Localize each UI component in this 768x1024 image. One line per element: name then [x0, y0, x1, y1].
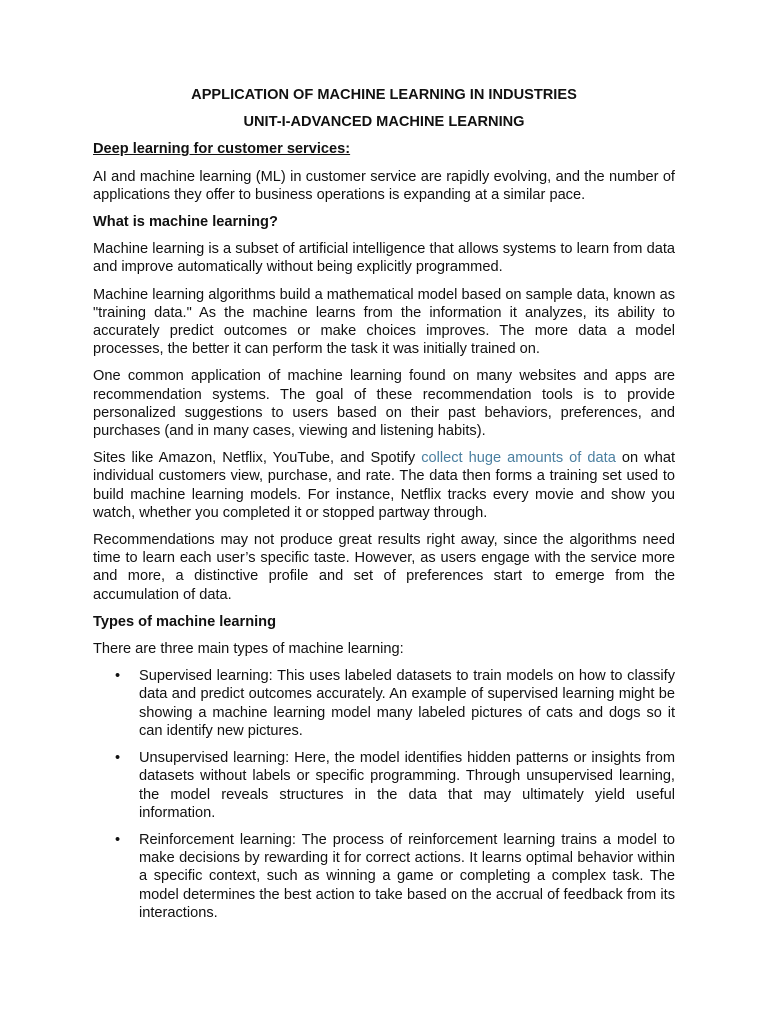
paragraph-ml-algorithms: Machine learning algorithms build a mathematical model based on sample data, known as "training data." As the machine learns from the information it analyzes, its ability to accurately predict outcomes or make choices improves. The more data a model processes, the better it can perform the task it was initially trained on. — [93, 286, 675, 358]
list-item-text: Unsupervised learning: Here, the model identifies hidden patterns or insights from datasets without labels or specific programming. Through unsupervised learning, the model reveals structures in the data that may ultimately yield useful information. — [139, 750, 675, 821]
ml-types-list — [93, 667, 675, 922]
paragraph-sites-data-before: Sites like Amazon, Netflix, YouTube, and Spotify — [93, 450, 422, 467]
document-subtitle: UNIT-I-ADVANCED MACHINE LEARNING — [243, 114, 525, 131]
bullet-icon: • — [115, 668, 121, 685]
collect-data-link[interactable]: collect huge amounts of data — [421, 450, 616, 467]
paragraph-sites-data-after: on what individual customers view, purchase, and rate. The data then forms a training set used to build machine learning models. For instance, Netflix tracks every movie and show you watch, whether you completed it or stopped partway through. — [93, 450, 675, 521]
list-item-text: Supervised learning: This uses labeled datasets to train models on how to classify data and predict outcomes accurately. An example of supervised learning might be showing a machine learning model many labeled pictures of cats and dogs so it can identify new pictures. — [139, 668, 675, 739]
paragraph-recommendations-time: Recommendations may not produce great results right away, since the algorithms need time to learn each user’s specific taste. However, as users engage with the service more and more, a distinctive profile and set of preferences start to emerge from the accumulation of data. — [93, 532, 675, 603]
section-heading-what-is-ml: What is machine learning? — [93, 214, 278, 231]
paragraph-ai-ml-intro: AI and machine learning (ML) in customer service are rapidly evolving, and the number of applications they offer to business operations is expanding at a similar pace. — [93, 168, 675, 203]
bullet-icon: • — [115, 831, 121, 848]
bullet-icon: • — [115, 750, 121, 767]
document-title: APPLICATION OF MACHINE LEARNING IN INDUSTRIES — [191, 87, 577, 103]
paragraph-ml-definition: Machine learning is a subset of artificial intelligence that allows systems to learn from data and improve automatically without being explicitly programmed. — [93, 241, 675, 276]
paragraph-recommendation-systems: One common application of machine learning found on many websites and apps are recommendation systems. The goal of these recommendation tools is to provide personalized suggestions to users based on their past behaviors, preferences, and purchases (and in many cases, viewing and listening habits). — [93, 368, 675, 440]
list-item-supervised — [93, 667, 675, 740]
section-heading-types-of-ml: Types of machine learning — [93, 613, 277, 630]
list-item-unsupervised — [93, 749, 675, 822]
list-item-text: Reinforcement learning: The process of reinforcement learning trains a model to make decisions by rewarding it for correct actions. It learns optimal behavior within a specific context, such as winning a game or completing a complex task. The model determines the best action to take based on the accrual of feedback from its interactions. — [139, 831, 675, 921]
document-page — [93, 78, 675, 922]
section-heading-customer-services: Deep learning for customer services: — [93, 141, 351, 158]
paragraph-types-intro: There are three main types of machine learning: — [93, 641, 404, 658]
paragraph-sites-data — [93, 449, 675, 522]
list-item-reinforcement — [93, 831, 675, 922]
